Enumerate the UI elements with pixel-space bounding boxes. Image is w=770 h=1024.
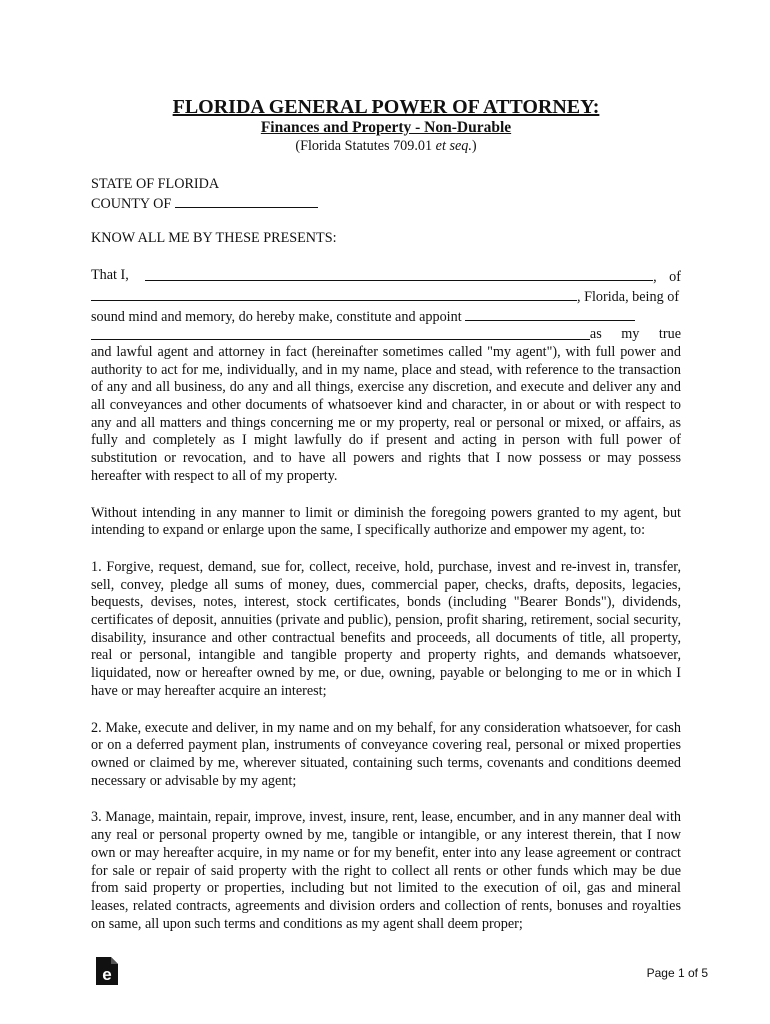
statute-italic: et seq.	[435, 138, 472, 154]
statute-prefix: (Florida Statutes 709.01	[295, 138, 436, 154]
grant-block	[91, 267, 681, 485]
principal-line	[91, 267, 681, 287]
grant-body: and lawful agent and attorney in fact (hereinafter sometimes called "my agent"), with full power and authority to act for me, individually, and in my name, place and stead, with reference to the transaction of any and all business, do any and all things, exercise any discretion, and execute and deliver any and all conveyances and other documents of whatsoever kind and character, in or about or with respect to any and all matters and things concerning me or my property, real or personal or mixed, or affairs, as fully and completely as I might lawfully do if present and acting in person with full power of substitution or revocation, and to have all powers and rights that I now possess or may possess hereafter with respect to all of my property.	[91, 343, 681, 484]
powers-intro: Without intending in any manner to limit or diminish the foregoing powers granted to my agent, but intending to expand or enlarge upon the same, I specifically authorize and empower my agent, to:	[91, 504, 681, 539]
state-line: STATE OF FLORIDA	[91, 176, 220, 192]
county-residence-line	[91, 287, 681, 307]
statute-suffix: )	[471, 138, 477, 154]
county-blank[interactable]	[175, 194, 318, 208]
power-item-2: 2. Make, execute and deliver, in my name and on my behalf, for any consideration whatsoever, for cash or on a deferred payment plan, instruments of conveyance covering real, personal or mixed properties owned or claimed by me, wherever situated, containing such terms, covenants and conditions deemed necessary or advisable by my agent;	[91, 719, 681, 789]
county-label: COUNTY OF	[91, 195, 172, 212]
as-my-true-label: as my true	[589, 326, 681, 343]
statute-reference	[91, 137, 681, 155]
document-subtitle: Finances and Property - Non-Durable	[260, 119, 512, 136]
appoint-line	[91, 307, 681, 327]
power-item-3: 3. Manage, maintain, repair, improve, invest, insure, rent, lease, encumber, and in any manner deal with any real or personal property owned by me, tangible or intangible, or any interest therein, that I now own or may hereafter acquire, in my name or for my benefit, enter into any lease agreement or contract for sale or repair of said property with the right to collect all rents or other funds which may be due from said property or properties, including but not limited to the execution of oil, gas and mineral leases, related contracts, agreements and division orders and collection of rents, bonuses and royalties on same, all upon such terms and conditions as my agent shall deem proper;	[91, 809, 681, 932]
document-title: FLORIDA GENERAL POWER OF ATTORNEY:	[172, 96, 600, 118]
florida-being-of-label: , Florida, being of	[577, 288, 680, 305]
document-page	[91, 96, 681, 933]
preamble: KNOW ALL ME BY THESE PRESENTS:	[91, 230, 337, 247]
page-number: Page 1 of 5	[646, 966, 708, 980]
residence-county-blank[interactable]	[91, 287, 577, 301]
power-item-1: 1. Forgive, request, demand, sue for, collect, receive, hold, purchase, invest and re-invest in, transfer, sell, convey, pledge all sums of money, dues, commercial paper, checks, drafts, deposits, legacies, bequests, devises, notes, interest, stock certificates, bonds (including "Bearer Bonds"), dividends, certificates of deposit, annuities (private and public), pension, profit sharing, retirement, social security, disability, insurance and other contractual benefits and proceeds, all documents of title, all property, real or personal, intangible and tangible property and property rights, and demands whatsoever, liquidated, now or hereafter owned by me, or due, owning, payable or belonging to me or in which I have or may hereafter acquire an interest;	[91, 558, 681, 699]
principal-name-blank[interactable]	[145, 267, 653, 281]
agent-line	[91, 326, 681, 344]
of-label: , of	[653, 269, 681, 286]
venue-block	[91, 176, 681, 213]
agent-name-blank-2[interactable]	[91, 326, 590, 340]
brand-logo-letter: e	[102, 965, 112, 984]
that-i-label: That I,	[91, 267, 129, 284]
sound-mind-label: sound mind and memory, do hereby make, constitute and appoint	[91, 308, 462, 325]
county-line	[91, 194, 681, 214]
brand-logo-icon	[96, 957, 118, 985]
agent-name-blank-1[interactable]	[465, 307, 635, 321]
